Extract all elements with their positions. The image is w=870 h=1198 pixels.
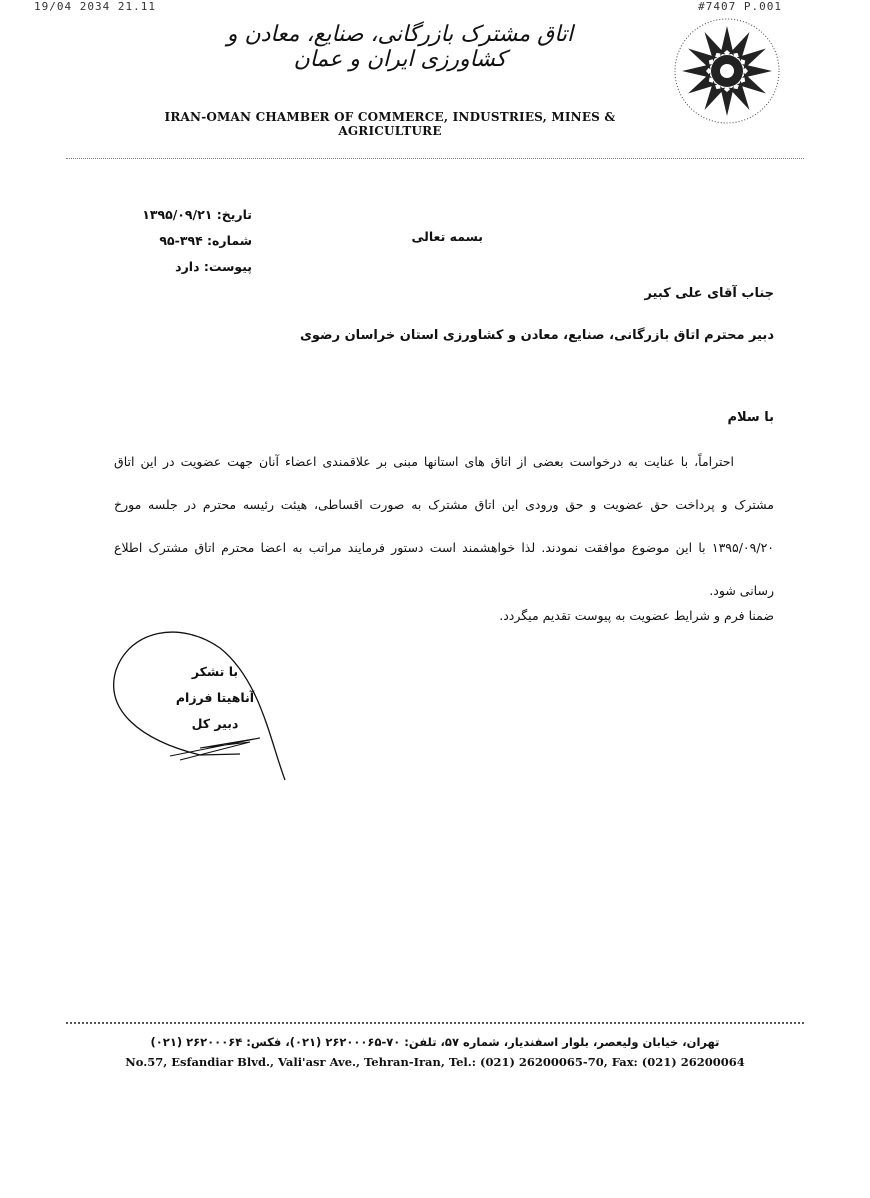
fax-page-number: #7407 P.001: [698, 0, 782, 13]
letterhead-english-name: IRAN-OMAN CHAMBER OF COMMERCE, INDUSTRIES, MINES & AGRICULTURE: [164, 110, 616, 138]
letter-body: [114, 440, 774, 612]
letterhead-persian-name: اتاق مشترک بازرگانی، صنایع، معادن و کشاورزی ایران و عمان: [226, 22, 574, 72]
letter-attachment: پیوست: دارد: [175, 259, 252, 274]
fax-timestamp: 19/04 2034 21.11: [34, 0, 156, 13]
footer-address-english: No.57, Esfandiar Blvd., Vali'asr Ave., Tehran-Iran, Tel.: (021) 26200065-70, Fax: (021) 26200064: [125, 1055, 745, 1069]
handwritten-signature: [100, 620, 300, 790]
signature-thanks: با تشکر: [191, 664, 239, 679]
chamber-emblem-logo: [672, 16, 782, 126]
body-attachment-note: ضمنا فرم و شرایط عضویت به پیوست تقدیم میگردد.: [499, 608, 774, 623]
signatory-name: آناهیتا فرزام: [175, 690, 255, 705]
basmala: بسمه تعالی: [411, 229, 483, 244]
recipient-name: جناب آقای علی کبیر: [644, 286, 774, 301]
header-divider: [66, 158, 804, 159]
footer-address-persian: تهران، خیابان ولیعصر، بلوار اسفندیار، شماره ۵۷، تلفن: ۷۰-۲۶۲۰۰۰۶۵ (۰۲۱)، فکس: ۲۶۲۰۰۰۶۴ (۰۲۱): [150, 1035, 720, 1049]
signatory-role: دبیر کل: [191, 716, 239, 731]
greeting: با سلام: [727, 410, 774, 425]
footer-divider: [66, 1022, 804, 1024]
recipient-title: دبیر محترم اتاق بازرگانی، صنایع، معادن و کشاورزی استان خراسان رضوی: [299, 328, 774, 343]
letter-date: تاریخ: ۱۳۹۵/۰۹/۲۱: [142, 207, 252, 222]
body-paragraph: احتراماً، با عنایت به درخواست بعضی از اتاق های استانها مبنی بر علاقمندی اعضاء آنان جهت عضویت در این اتاق مشترک و پرداخت حق عضویت و حق ورودی این اتاق مشترک به صورت اقساطی، هیئت رئیسه محترم در جلسه مورخ ۱۳۹۵/۰۹/۲۰ با این موضوع موافقت نمودند. لذا خواهشمند است دستور فرمایند مراتب به اعضا محترم اتاق مشترک اطلاع رسانی شود.: [114, 454, 774, 598]
letter-number: شماره: ۳۹۴-۹۵: [159, 233, 252, 248]
